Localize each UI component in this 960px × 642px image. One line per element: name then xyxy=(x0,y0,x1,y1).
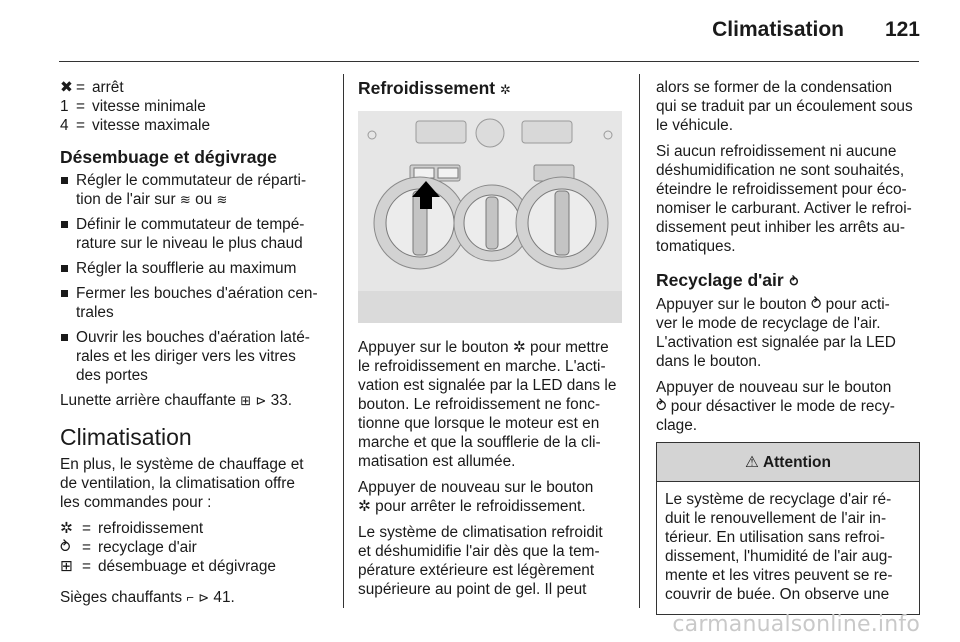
climate-control-panel-illustration xyxy=(358,111,622,323)
column-divider-2 xyxy=(639,74,640,608)
list-item: Ouvrir les bouches d'aération laté- rales et les diriger vers les vitres des portes xyxy=(60,328,335,385)
list-item: Fermer les bouches d'aération cen- trales xyxy=(60,284,335,322)
column-2 xyxy=(358,78,628,606)
no-cooling-paragraph: Si aucun refroidissement ni aucune déshumidification ne sont souhaités, éteindre le refroidissement pour éco- nomiser le carburant. Activer le refroi- dissement peut inhiber les arrêts au- tomatiques. xyxy=(656,143,912,255)
attention-box xyxy=(656,442,920,615)
defrost-icon: ⊞ xyxy=(60,558,73,575)
fan-off-icon: ✖ xyxy=(60,79,73,96)
list-item xyxy=(60,519,335,538)
equals-sign: = xyxy=(82,520,91,537)
attention-body: Le système de recyclage d'air ré- duit le renouvellement de l'air in- térieur. En utilisation sans refroi- dissement, l'humidité de l'air aug- mente et les vitres peuvent se re- couvrir de buée. On observe une xyxy=(665,491,893,603)
list-text: arrêt xyxy=(92,79,124,96)
list-text: recyclage d'air xyxy=(98,539,197,556)
list-item: Définir le commutateur de tempé- rature sur le niveau le plus chaud xyxy=(60,215,335,253)
recycle-paragraph-3: Appuyer de nouveau sur le bouton ⥁ pour désactiver le mode de recy- clage. xyxy=(656,379,895,434)
air-recirculation-icon: ⥁ xyxy=(60,539,71,556)
recycle-heading: Recyclage d'air ⥁ xyxy=(656,270,800,290)
page-header-title: Climatisation xyxy=(712,18,844,41)
windshield-icon: ≋ xyxy=(179,192,191,207)
cooling-paragraph-1: Appuyer sur le bouton ✲ pour mettre le refroidissement en marche. L'acti- vation est signalée par la LED dans le bouton. Le refroidissement ne fonc- tionne que lorsque le moteur est en marche et que la soufflerie de la cli- matisation est allumée. xyxy=(358,339,617,470)
climatisation-intro: En plus, le système de chauffage et de ventilation, la climatisation offre les commandes pour : xyxy=(60,456,304,511)
fan-speed-label: 4 xyxy=(60,117,69,134)
page-ref-arrow-icon: ⊳ xyxy=(198,590,210,605)
list-item xyxy=(60,97,335,116)
cooling-paragraph-3: Le système de climatisation refroidit et déshumidifie l'air dès que la tem- pérature extérieure est légèrement supérieure au point de gel. Il peut xyxy=(358,524,603,598)
rear-defrost-icon: ⊞ xyxy=(240,393,252,408)
defog-bullets xyxy=(60,171,335,385)
watermark: carmanualsonline.info xyxy=(672,612,920,637)
list-text: vitesse minimale xyxy=(92,98,206,115)
condensation-paragraph: alors se former de la condensation qui se traduit par un écoulement sous le véhicule. xyxy=(656,79,913,134)
column-3 xyxy=(656,78,920,615)
list-item xyxy=(60,557,335,576)
header-rule xyxy=(59,61,919,62)
snowflake-icon: ✲ xyxy=(499,82,511,97)
list-item: Régler la soufflerie au maximum xyxy=(60,259,335,278)
heated-seat-icon: ⌐ xyxy=(186,590,194,605)
equals-sign: = xyxy=(76,98,85,115)
cooling-heading: Refroidissement ✲ xyxy=(358,78,511,98)
list-text: désembuage et dégivrage xyxy=(98,558,276,575)
command-list xyxy=(60,519,335,576)
defog-heading: Désembuage et dégivrage xyxy=(60,147,277,167)
snowflake-icon: ✲ xyxy=(60,520,73,537)
cooling-paragraph-2: Appuyer de nouveau sur le bouton ✲ pour arrêter le refroidissement. xyxy=(358,479,594,515)
heated-seats-ref: Sièges chauffants ⌐ ⊳ 41. xyxy=(60,589,235,606)
recycle-paragraph-2: L'activation est signalée par la LED dans le bouton. xyxy=(656,334,896,370)
climatisation-heading: Climatisation xyxy=(60,424,192,450)
equals-sign: = xyxy=(82,539,91,556)
warning-icon: ⚠ xyxy=(745,453,759,471)
list-item xyxy=(60,538,335,557)
equals-sign: = xyxy=(76,117,85,134)
equals-sign: = xyxy=(76,79,85,96)
rear-window-ref: Lunette arrière chauffante ⊞ ⊳ 33. xyxy=(60,392,293,409)
page-ref-arrow-icon: ⊳ xyxy=(255,393,267,408)
page-number: 121 xyxy=(884,18,920,41)
attention-header: ⚠ Attention xyxy=(657,443,919,482)
column-divider-1 xyxy=(343,74,344,608)
recycle-paragraph-1: Appuyer sur le bouton ⥁ pour acti- ver le mode de recyclage de l'air. xyxy=(656,296,890,332)
windshield-floor-icon: ≋ xyxy=(216,192,228,207)
air-recirculation-icon: ⥁ xyxy=(788,274,800,289)
list-item xyxy=(60,116,335,135)
column-1 xyxy=(60,78,335,614)
list-text: vitesse maximale xyxy=(92,117,211,134)
list-text: refroidissement xyxy=(98,520,204,537)
list-item xyxy=(60,78,335,97)
equals-sign: = xyxy=(82,558,91,575)
fan-speed-label: 1 xyxy=(60,98,69,115)
list-item: Régler le commutateur de réparti- tion de l'air sur ≋ ou ≋ xyxy=(60,171,335,209)
fan-speed-list xyxy=(60,78,335,135)
